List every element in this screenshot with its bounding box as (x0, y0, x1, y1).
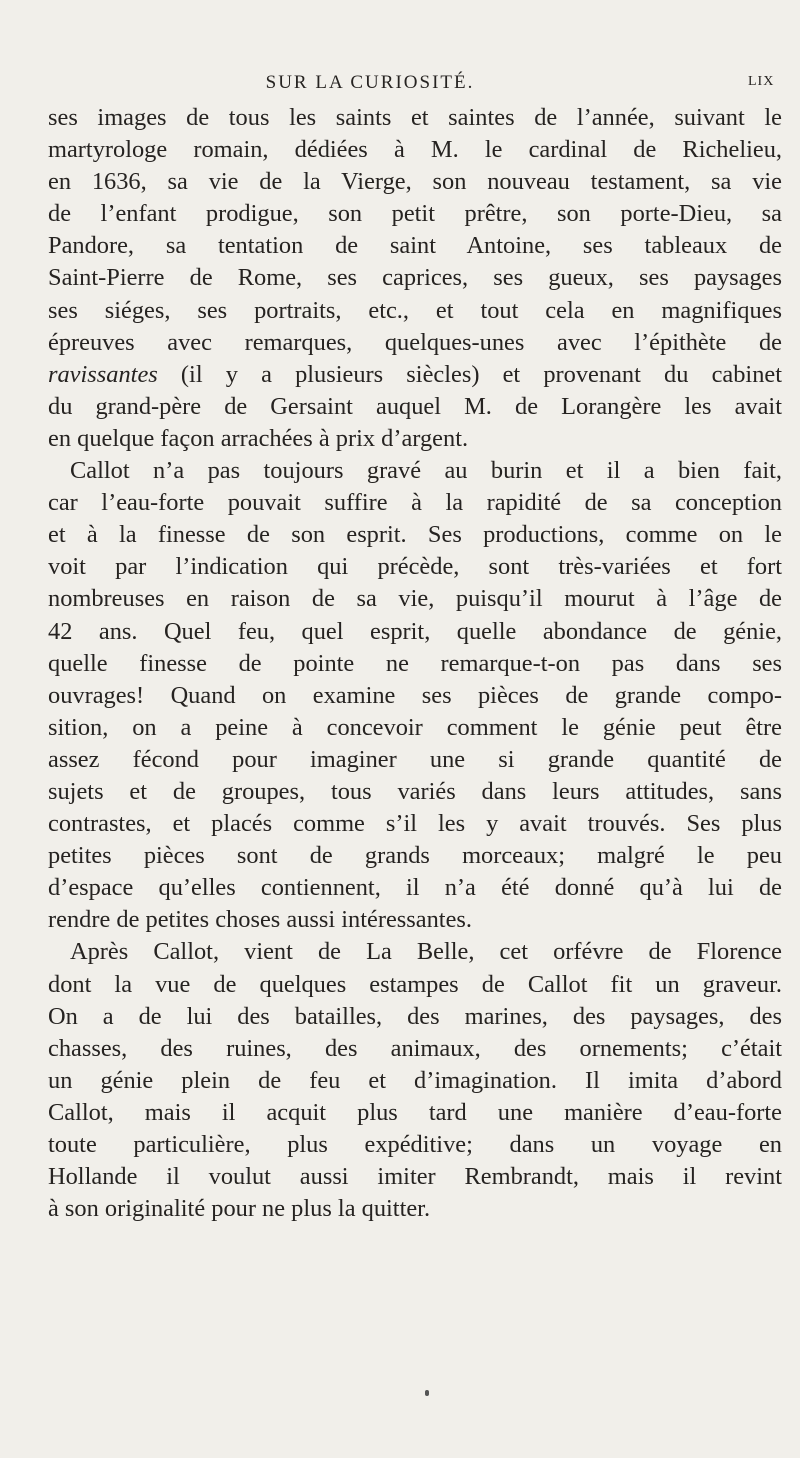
text-line: en quelque façon arrachées à prix d’argent. (48, 424, 469, 452)
text-line: ses siéges, ses portraits, etc., et tout cela en magnifiques (48, 296, 782, 324)
text-line: en 1636, sa vie de la Vierge, son nouveau testament, sa vie (48, 168, 782, 196)
text-line: car l’eau-forte pouvait suffire à la rapidité de sa conception (48, 489, 782, 517)
text-line: ouvrages! Quand on examine ses pièces de grande compo- (48, 681, 782, 709)
text-line: chasses, des ruines, des animaux, des ornements; c’était (48, 1034, 782, 1062)
text-line: dont la vue de quelques estampes de Callot fit un graveur. (48, 970, 782, 998)
body-text (48, 102, 782, 1225)
page-number: LIX (748, 74, 775, 89)
ink-speck (425, 1390, 429, 1396)
text-line: ses images de tous les saints et saintes de l’année, suivant le (48, 104, 782, 131)
text-line: du grand-père de Gersaint auquel M. de Lorangère les avait (48, 392, 782, 420)
text-line: épreuves avec remarques, quelques-unes avec l’épithète de (48, 328, 782, 356)
text-line: Pandore, sa tentation de saint Antoine, ses tableaux de (48, 232, 782, 260)
text-line: d’espace qu’elles contiennent, il n’a été donné qu’à lui de (48, 874, 782, 902)
text-line: à son originalité pour ne plus la quitter. (48, 1195, 431, 1223)
text-line: assez fécond pour imaginer une si grande quantité de (48, 745, 782, 773)
text-run: (il y a plusieurs siècles) et provenant du cabinet (157, 360, 782, 388)
text-line: Saint-Pierre de Rome, ses caprices, ses gueux, ses paysages (48, 264, 782, 292)
italic-term: ravissantes (48, 360, 158, 388)
paragraph-start: Callot n’a pas toujours gravé au burin et il a bien fait, (70, 457, 782, 485)
running-head (0, 72, 800, 102)
text-line: contrastes, et placés comme s’il les y avait trouvés. Ses plus (48, 810, 782, 838)
text-line: sition, on a peine à concevoir comment le génie peut être (48, 713, 782, 741)
text-line: quelle finesse de pointe ne remarque-t-on pas dans ses (48, 649, 782, 677)
text-line: rendre de petites choses aussi intéressantes. (48, 906, 472, 934)
text-line: voit par l’indication qui précède, sont très-variées et fort (48, 553, 782, 581)
running-title: SUR LA CURIOSITÉ. (265, 72, 475, 93)
text-line (48, 359, 782, 391)
text-line: petites pièces sont de grands morceaux; malgré le peu (48, 842, 782, 870)
text-line: un génie plein de feu et d’imagination. Il imita d’abord (48, 1066, 782, 1094)
text-line: sujets et de groupes, tous variés dans leurs attitudes, sans (48, 777, 782, 805)
text-line: de l’enfant prodigue, son petit prêtre, son porte-Dieu, sa (48, 200, 782, 228)
text-line: On a de lui des batailles, des marines, des paysages, des (48, 1002, 782, 1030)
text-line: martyrologe romain, dédiées à M. le cardinal de Richelieu, (48, 136, 782, 164)
text-line: Hollande il voulut aussi imiter Rembrandt, mais il revint (48, 1163, 782, 1191)
text-line: 42 ans. Quel feu, quel esprit, quelle abondance de génie, (48, 617, 782, 645)
text-line: toute particulière, plus expéditive; dans un voyage en (48, 1131, 782, 1158)
text-line: et à la finesse de son esprit. Ses productions, comme on le (48, 521, 782, 549)
paragraph-start: Après Callot, vient de La Belle, cet orfévre de Florence (70, 938, 782, 966)
text-line: nombreuses en raison de sa vie, puisqu’il mourut à l’âge de (48, 585, 782, 613)
text-line: Callot, mais il acquit plus tard une manière d’eau-forte (48, 1098, 782, 1126)
